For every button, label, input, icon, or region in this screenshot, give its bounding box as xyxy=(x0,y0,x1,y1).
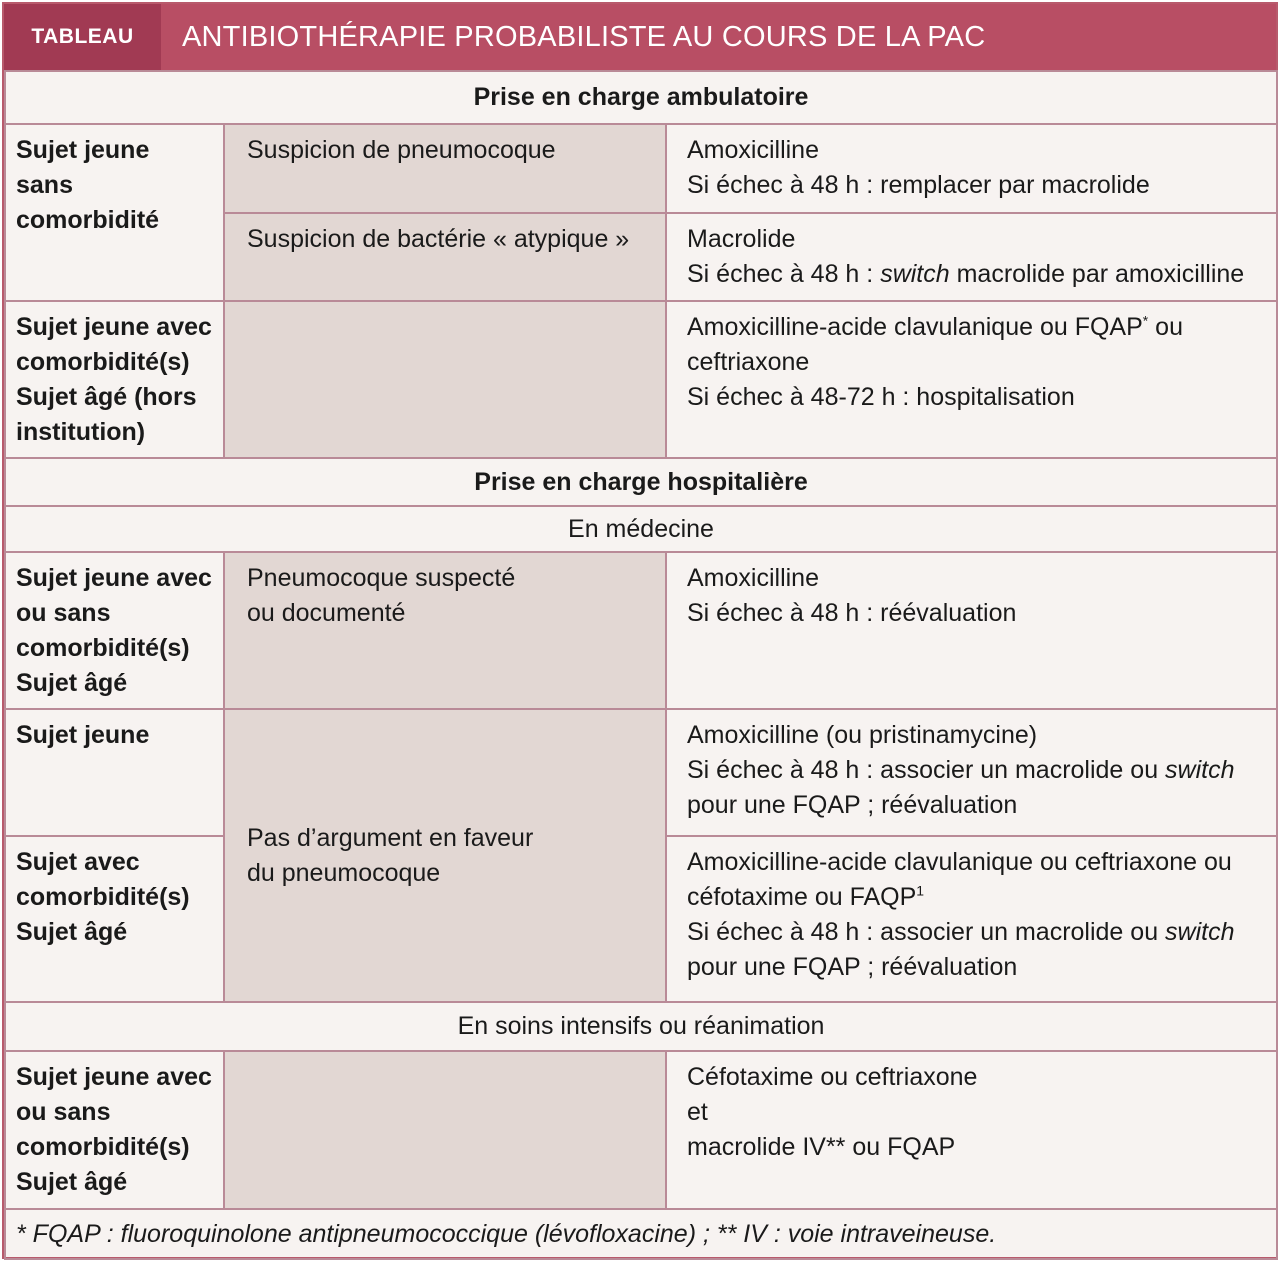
suspicion-cell: Suspicion de bactérie « atypique » xyxy=(224,213,666,301)
italic-fragment: switch xyxy=(1165,756,1235,784)
subsection-title-medecine: En médecine xyxy=(5,506,1277,552)
treatment-line: Amoxicilline-acide clavulanique ou ceftriaxone ou xyxy=(687,848,1232,876)
text-fragment: céfotaxime ou FAQP xyxy=(687,883,917,911)
table-row xyxy=(5,552,1277,709)
treatment-line: et xyxy=(687,1098,708,1126)
patient-cell: Sujet jeune sans comorbidité xyxy=(5,124,224,301)
treatment-cell xyxy=(666,552,1277,709)
treatment-line: Céfotaxime ou ceftriaxone xyxy=(687,1063,978,1091)
text-fragment: Si échec à 48 h : associer un macrolide ou xyxy=(687,756,1166,784)
treatment-cell xyxy=(666,709,1277,836)
section-row xyxy=(5,71,1277,124)
section-title-ambulatoire: Prise en charge ambulatoire xyxy=(5,71,1277,124)
patient-line: Sujet jeune avec comorbidité(s) xyxy=(16,313,212,376)
antibiotherapy-table xyxy=(4,70,1278,1260)
footnote: * FQAP : fluoroquinolone antipneumococcique (lévofloxacine) ; ** IV : voie intraveineuse. xyxy=(5,1209,1277,1259)
patient-cell xyxy=(5,301,224,458)
treatment-line: Si échec à 48 h : réévaluation xyxy=(687,599,1017,627)
treatment-line: macrolide IV** ou FQAP xyxy=(687,1133,956,1161)
suspicion-cell: Suspicion de pneumocoque xyxy=(224,124,666,213)
patient-line: Sujet âgé xyxy=(16,669,128,697)
superscript: 1 xyxy=(916,882,925,899)
patient-line: Sujet âgé (hors institution) xyxy=(16,383,197,446)
patient-line: Sujet avec comorbidité(s) xyxy=(16,848,190,911)
treatment-line xyxy=(687,257,1266,292)
treatment-line: Amoxicilline xyxy=(687,564,819,592)
italic-fragment: switch xyxy=(880,260,950,288)
patient-cell xyxy=(5,552,224,709)
treatment-line: Si échec à 48 h : remplacer par macrolide xyxy=(687,171,1150,199)
treatment-line: Si échec à 48-72 h : hospitalisation xyxy=(687,383,1075,411)
patient-line: Sujet âgé xyxy=(16,918,128,946)
table-row xyxy=(5,301,1277,458)
title-tag: TABLEAU xyxy=(4,4,161,70)
table-frame xyxy=(2,2,1278,1259)
text-fragment: macrolide par amoxicilline xyxy=(949,260,1245,288)
italic-fragment: switch xyxy=(1165,918,1235,946)
suspicion-cell: Pneumocoque suspecté ou documenté xyxy=(224,552,666,709)
patient-cell: Sujet jeune xyxy=(5,709,224,836)
subsection-row xyxy=(5,506,1277,552)
superscript: * xyxy=(1142,312,1149,329)
table-title: ANTIBIOTHÉRAPIE PROBABILISTE AU COURS DE LA PAC xyxy=(182,20,986,53)
treatment-line: Macrolide xyxy=(687,225,796,253)
suspicion-cell: Pas d’argument en faveur du pneumocoque xyxy=(224,709,666,1002)
treatment-line: Amoxicilline xyxy=(687,136,819,164)
text-fragment: ou ceftriaxone xyxy=(687,313,1183,376)
suspicion-cell-empty xyxy=(224,301,666,458)
patient-cell xyxy=(5,836,224,1002)
treatment-line xyxy=(687,310,1266,380)
subsection-row xyxy=(5,1002,1277,1051)
patient-cell xyxy=(5,1051,224,1209)
treatment-cell xyxy=(666,1051,1277,1209)
suspicion-cell-empty xyxy=(224,1051,666,1209)
title-bar xyxy=(4,4,1276,70)
treatment-line: pour une FQAP ; réévaluation xyxy=(687,953,1018,981)
text-fragment: Si échec à 48 h : xyxy=(687,260,881,288)
treatment-line xyxy=(687,915,1266,950)
table-row xyxy=(5,1051,1277,1209)
footnote-row xyxy=(5,1209,1277,1259)
table-row xyxy=(5,124,1277,213)
section-title-hospitaliere: Prise en charge hospitalière xyxy=(5,458,1277,506)
patient-line: Sujet âgé xyxy=(16,1168,128,1196)
treatment-cell xyxy=(666,836,1277,1002)
table-row xyxy=(5,709,1277,836)
treatment-cell xyxy=(666,213,1277,301)
treatment-line: Amoxicilline (ou pristinamycine) xyxy=(687,721,1038,749)
patient-line: Sujet jeune avec ou sans comorbidité(s) xyxy=(16,1063,212,1161)
treatment-cell xyxy=(666,124,1277,213)
treatment-cell xyxy=(666,301,1277,458)
treatment-line xyxy=(687,753,1266,788)
text-fragment: Si échec à 48 h : associer un macrolide ou xyxy=(687,918,1166,946)
section-row xyxy=(5,458,1277,506)
text-fragment: Amoxicilline-acide clavulanique ou FQAP xyxy=(687,313,1143,341)
patient-line: Sujet jeune avec ou sans comorbidité(s) xyxy=(16,564,212,662)
treatment-line: pour une FQAP ; réévaluation xyxy=(687,791,1018,819)
subsection-title-reanimation: En soins intensifs ou réanimation xyxy=(5,1002,1277,1051)
treatment-line xyxy=(687,880,1266,915)
